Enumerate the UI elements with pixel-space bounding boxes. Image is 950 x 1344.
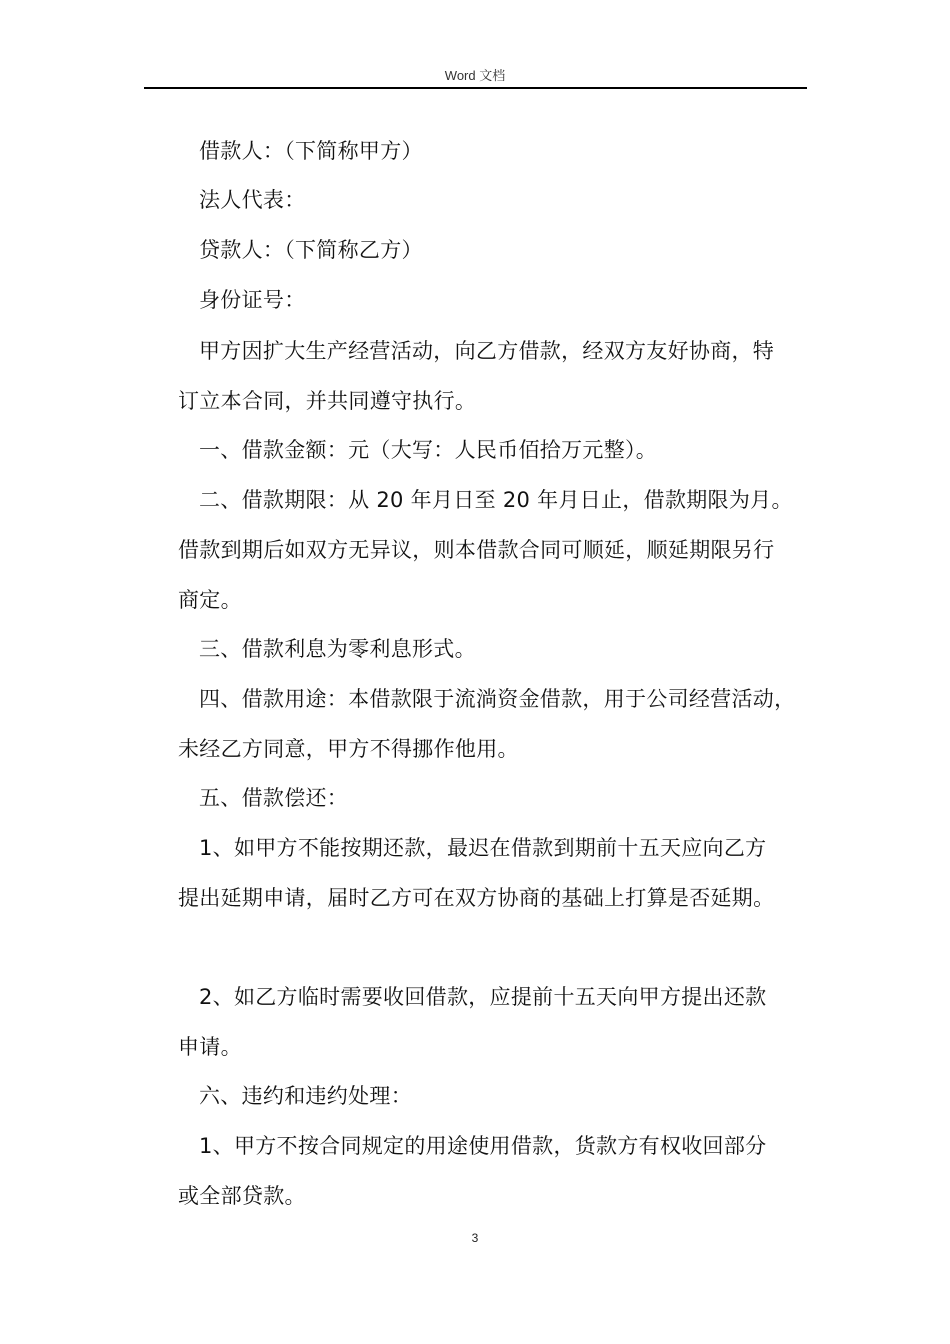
paragraph-line: 提出延期申请，届时乙方可在双方协商的基础上打算是否延期。	[178, 886, 775, 910]
paragraph-line-clause-1: 一、借款金额：元（大写：人民币佰拾万元整）。	[199, 438, 658, 462]
paragraph-line-lender: 贷款人：（下简称乙方）	[199, 238, 423, 262]
header-divider	[144, 87, 807, 89]
paragraph-line-legal-rep: 法人代表：	[199, 188, 306, 212]
paragraph-line: 借款到期后如双方无异议，则本借款合同可顺延，顺延期限另行	[178, 538, 775, 562]
paragraph-line: 未经乙方同意，甲方不得挪作他用。	[178, 737, 519, 761]
paragraph-line: 申请。	[178, 1035, 242, 1059]
paragraph-line-item-1: 1、如甲方不能按期还款，最迟在借款到期前十五天应向乙方	[199, 836, 767, 860]
paragraph-line-item-1: 1、甲方不按合同规定的用途使用借款，货款方有权收回部分	[199, 1134, 767, 1158]
page-number: 3	[471, 1231, 479, 1245]
header-title: Word 文档	[444, 68, 506, 83]
paragraph-line-clause-2: 二、借款期限：从 20 年月日至 20 年月日止，借款期限为月。	[199, 488, 793, 512]
paragraph-line-id-number: 身份证号：	[199, 288, 306, 312]
paragraph-line: 甲方因扩大生产经营活动，向乙方借款，经双方友好协商，特	[199, 339, 775, 363]
paragraph-line-clause-5: 五、借款偿还：	[199, 786, 349, 810]
paragraph-line-clause-4: 四、借款用途：本借款限于流淌资金借款，用于公司经营活动，	[199, 687, 796, 711]
paragraph-line: 或全部贷款。	[178, 1184, 306, 1208]
paragraph-line: 商定。	[178, 588, 242, 612]
paragraph-line-clause-3: 三、借款利息为零利息形式。	[199, 637, 476, 661]
paragraph-line-borrower: 借款人：（下简称甲方）	[199, 139, 423, 163]
paragraph-line: 订立本合同，并共同遵守执行。	[178, 389, 477, 413]
paragraph-line-item-2: 2、如乙方临时需要收回借款，应提前十五天向甲方提出还款	[199, 985, 767, 1009]
paragraph-line-clause-6: 六、违约和违约处理：	[199, 1084, 412, 1108]
